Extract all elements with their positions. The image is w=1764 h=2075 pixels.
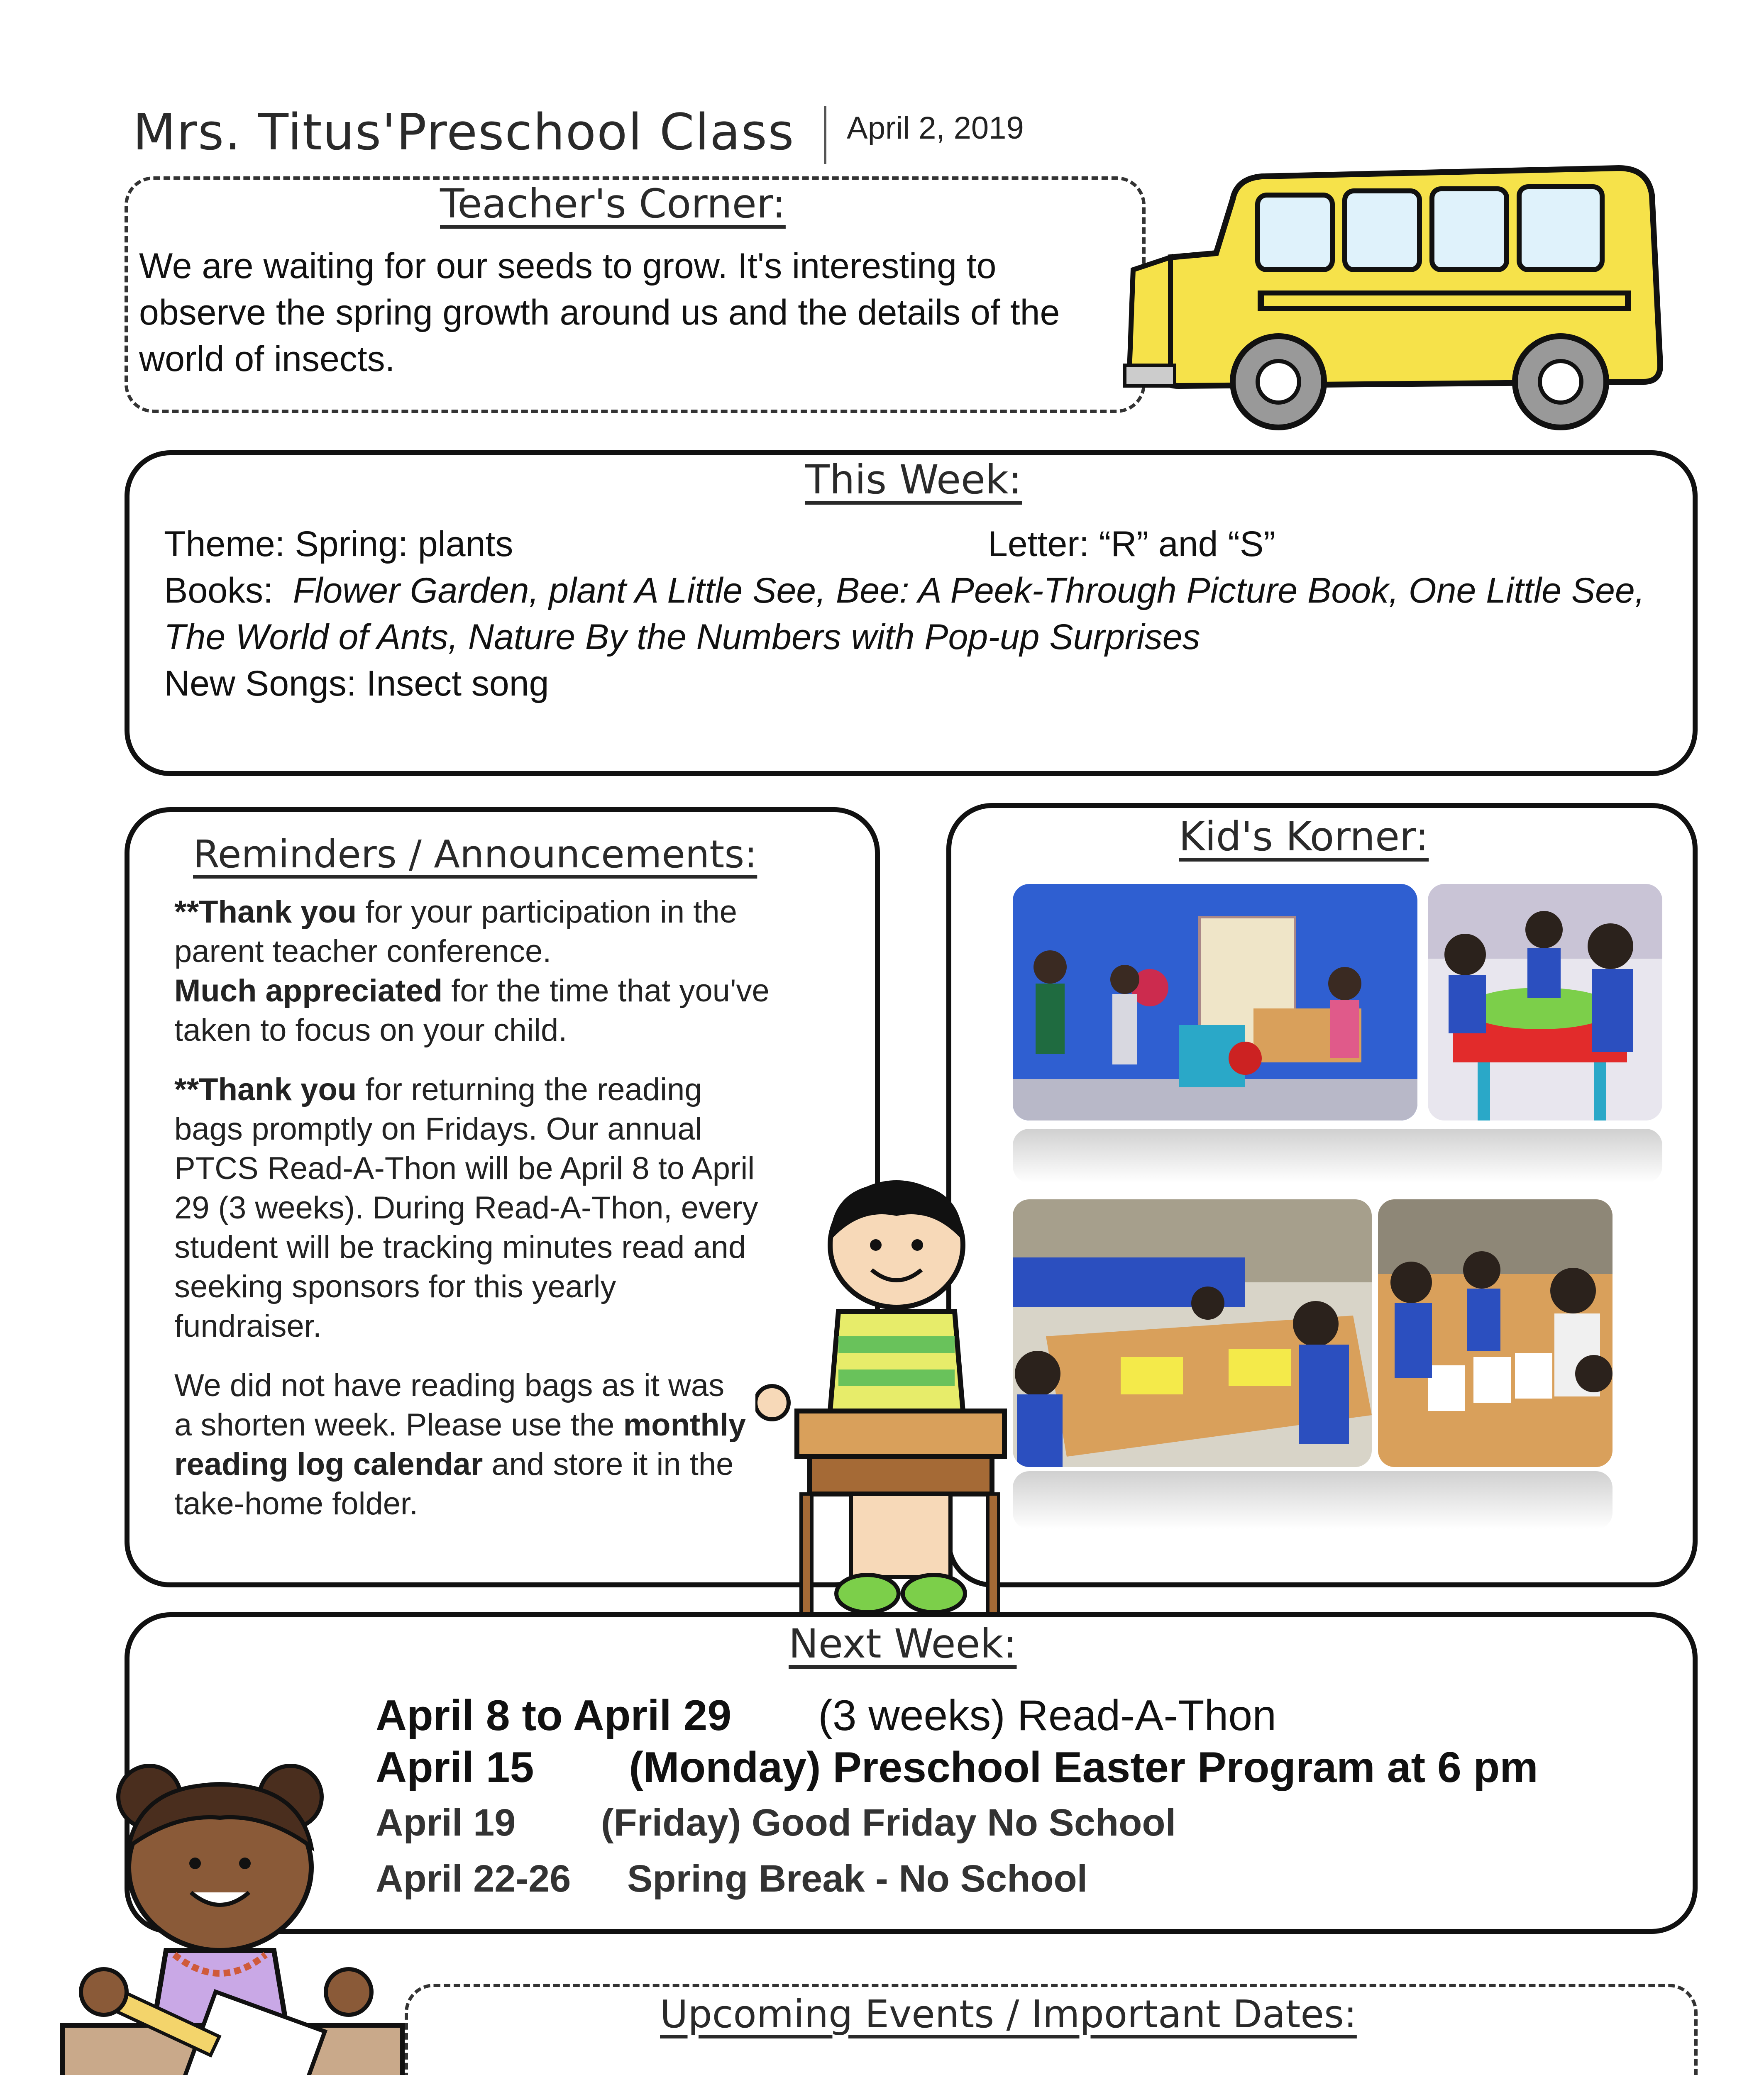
next-week-event: April 22-26 Spring Break - No School xyxy=(376,1858,1088,1900)
reminder-conference: **Thank you for your participation in the parent teacher conference. Much appreciated for the time that you've taken to focus on your child. xyxy=(174,894,770,1048)
title-divider xyxy=(824,106,826,164)
this-week-title: This Week: xyxy=(805,456,1022,503)
this-week-letter: Letter: “R” and “S” xyxy=(988,524,1275,564)
school-bus-illustration xyxy=(1121,149,1673,440)
books-list: Flower Garden, plant A Little See, Bee: A Peek-Through Picture Book, One Little See, The World of Ants, Nature By the Numbers with Pop-up Surprises xyxy=(164,571,1645,657)
boy-at-desk-illustration xyxy=(755,1179,1046,1648)
next-week-event: April 8 to April 29 (3 weeks) Read-A-Thon xyxy=(376,1692,1277,1740)
this-week-songs: New Songs: Insect song xyxy=(164,664,549,703)
reminder-reading-log: We did not have reading bags as it was a shorten week. Please use the monthly reading log calendar and store it in the take-home folder. xyxy=(174,1368,746,1521)
reminder-read-a-thon: **Thank you for returning the reading bags promptly on Fridays. Our annual PTCS Read-A-Thon will be April 8 to April 29 (3 weeks). During Read-A-Thon, every student will be tracking minutes read and seeking sponsors for this yearly fundraiser. xyxy=(174,1072,758,1344)
this-week-theme: Theme: Spring: plants xyxy=(164,524,513,564)
class-title: Mrs. Titus'Preschool Class xyxy=(133,104,795,161)
teacher-illustration xyxy=(58,1760,415,2075)
classroom-kitchen-photo xyxy=(1013,884,1417,1120)
upcoming-events-title: Upcoming Events / Important Dates: xyxy=(660,1992,1357,2036)
classroom-table-photo xyxy=(1013,1199,1372,1467)
teachers-corner-title: Teacher's Corner: xyxy=(440,181,786,227)
sensory-table-photo xyxy=(1428,884,1662,1120)
next-week-event: April 19 (Friday) Good Friday No School xyxy=(376,1802,1176,1844)
books-label: Books: xyxy=(164,571,273,610)
newsletter-date: April 2, 2019 xyxy=(847,110,1024,146)
next-week-event: April 15 (Monday) Preschool Easter Program at 6 pm xyxy=(376,1743,1538,1792)
kids-korner-title: Kid's Korner: xyxy=(1179,813,1429,860)
photo-reflection xyxy=(1013,1129,1662,1183)
teachers-corner-text: We are waiting for our seeds to grow. It's interesting to observe the spring growth around us and the details of the world of insects. xyxy=(139,246,1060,379)
picture-cards-photo xyxy=(1378,1199,1613,1467)
reminders-content xyxy=(174,892,772,1543)
photo-reflection xyxy=(1013,1471,1613,1529)
next-week-title: Next Week: xyxy=(789,1621,1017,1667)
this-week-books xyxy=(164,567,1683,660)
reminders-title: Reminders / Announcements: xyxy=(193,832,757,876)
